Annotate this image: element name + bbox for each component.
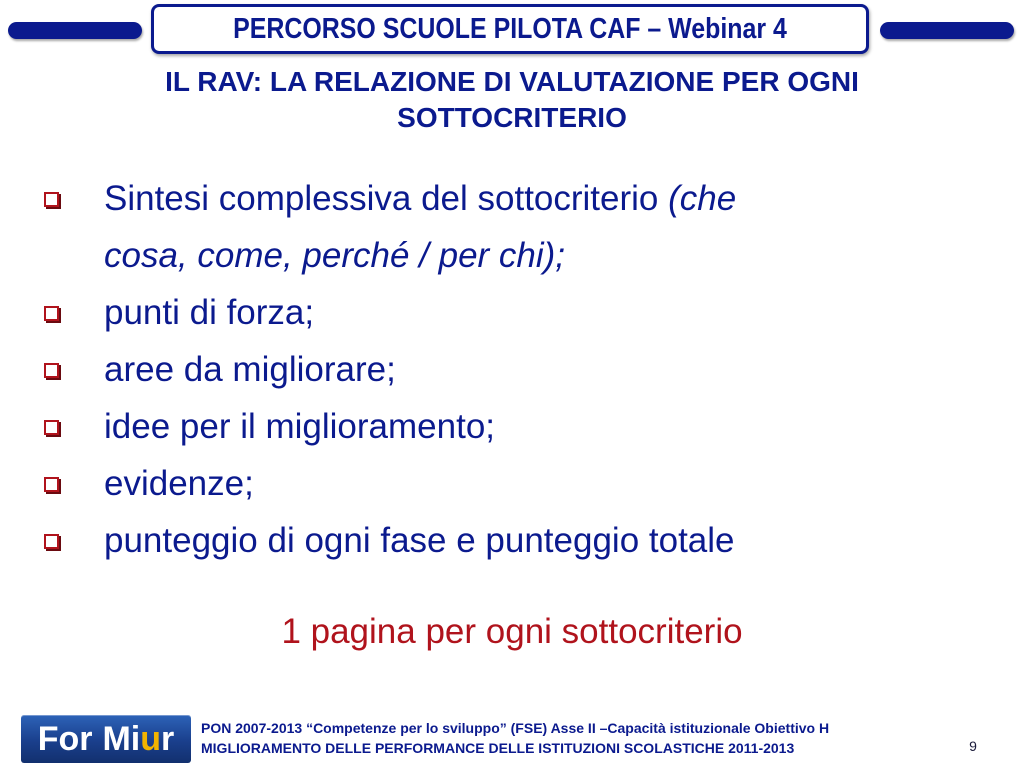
logo-text-r: r [161, 719, 175, 758]
heading-line-2: SOTTOCRITERIO [397, 102, 627, 133]
logo-text-for: For [37, 719, 93, 758]
square-bullet-icon [44, 477, 59, 492]
list-item [40, 455, 980, 512]
bullet-text: idee per il miglioramento; [104, 407, 496, 446]
banner-title: PERCORSO SCUOLE PILOTA CAF – Webinar 4 [233, 12, 787, 45]
footer-line-1: PON 2007-2013 “Competenze per lo sviluppo” (FSE) Asse II –Capacità istituzionale Obiettivo H [201, 720, 830, 736]
conclusion-text: 1 pagina per ogni sottocriterio [281, 612, 743, 651]
bullet-italic-text: (che [668, 179, 737, 218]
footer-text [201, 718, 961, 758]
bullet-text: punteggio di ogni fase e punteggio totale [104, 521, 735, 560]
square-bullet-icon [44, 363, 59, 378]
list-item [40, 398, 980, 455]
footer-line-2: MIGLIORAMENTO DELLE PERFORMANCE DELLE ISTITUZIONI SCOLASTICHE 2011-2013 [201, 740, 795, 756]
bullet-text: evidenze; [104, 464, 254, 503]
square-bullet-icon [44, 420, 59, 435]
right-decorative-bar [880, 22, 1014, 39]
page-number: 9 [969, 738, 977, 754]
left-decorative-bar [8, 22, 142, 39]
square-bullet-icon [44, 306, 59, 321]
list-item [40, 341, 980, 398]
list-item [40, 170, 980, 284]
bullet-text: punti di forza; [104, 293, 315, 332]
square-bullet-icon [44, 534, 59, 549]
bullet-text: aree da migliorare; [104, 350, 396, 389]
logo-text-mi: Mi [102, 719, 141, 758]
bullet-text: Sintesi complessiva del sottocriterio [104, 179, 669, 218]
slide-heading [60, 64, 964, 136]
formiur-logo [21, 715, 191, 763]
logo-text-u: u [140, 719, 162, 758]
square-bullet-icon [44, 192, 59, 207]
bullet-list [40, 170, 980, 569]
list-item [40, 512, 980, 569]
title-banner [151, 4, 869, 54]
heading-line-1: IL RAV: LA RELAZIONE DI VALUTAZIONE PER OGNI [165, 66, 859, 97]
bullet-italic-text-continued: cosa, come, perché / per chi); [104, 236, 566, 275]
list-item [40, 284, 980, 341]
